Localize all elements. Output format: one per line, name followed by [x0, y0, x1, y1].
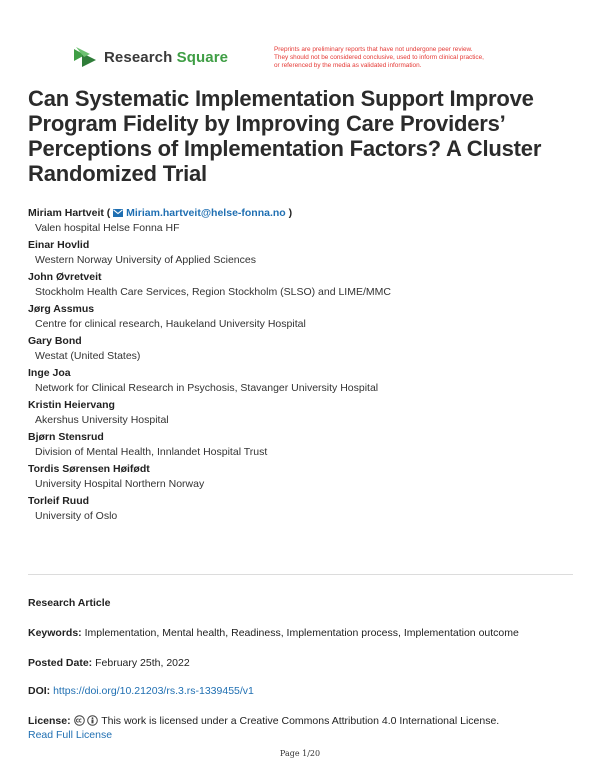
posted-date	[28, 656, 578, 670]
author-affiliation: University of Oslo	[35, 510, 118, 522]
author-affiliation: Valen hospital Helse Fonna HF	[35, 222, 180, 234]
author-name: Einar Hovlid	[28, 239, 90, 251]
author-name: Inge Joa	[28, 367, 71, 379]
author-name: John Øvretveit	[28, 271, 102, 283]
author-name: Gary Bond	[28, 335, 82, 347]
doi-label: DOI:	[28, 685, 51, 697]
article-type: Research Article	[28, 597, 111, 609]
doi	[28, 684, 578, 698]
keywords	[28, 626, 578, 640]
author-name: Bjørn Stensrud	[28, 431, 104, 443]
author-affiliation: Division of Mental Health, Innlandet Hospital Trust	[35, 446, 268, 458]
author-affiliation: Western Norway University of Applied Sciences	[35, 254, 256, 266]
paper-title: Can Systematic Implementation Support Improve Program Fidelity by Improving Care Providers’ Perceptions of Implementation Factors? A Cluster Randomized Trial	[28, 86, 542, 186]
author-email-link[interactable]: Miriam.hartveit@helse-fonna.no	[126, 207, 286, 219]
author-affiliation: Stockholm Health Care Services, Region Stockholm (SLSO) and LIME/MMC	[35, 286, 391, 298]
author-name: Torleif Ruud	[28, 495, 90, 507]
brand-name: Research Square	[104, 48, 229, 66]
research-square-logo-icon	[72, 46, 98, 68]
author-affiliation: University Hospital Northern Norway	[35, 478, 205, 490]
author-name: Jørg Assmus	[28, 303, 95, 315]
license	[28, 714, 578, 742]
header	[72, 46, 552, 76]
section-divider	[28, 574, 573, 575]
author-affiliation: Network for Clinical Research in Psychosis, Stavanger University Hospital	[35, 382, 379, 394]
read-full-license-link[interactable]: Read Full License	[28, 729, 113, 741]
author-list	[28, 206, 573, 526]
attribution-icon	[87, 715, 98, 726]
posted-date-label: Posted Date:	[28, 657, 93, 669]
keywords-value: Implementation, Mental health, Readiness, Implementation process, Implementation outcome	[84, 627, 519, 639]
license-label: License:	[28, 715, 71, 727]
preprint-disclaimer: Preprints are preliminary reports that have not undergone peer review. They should not be considered conclusive, used to inform clinical practice, or referenced by the media as validated information.	[274, 46, 484, 69]
author-affiliation: Westat (United States)	[35, 350, 141, 362]
license-text: This work is licensed under a Creative Commons Attribution 4.0 International License.	[101, 715, 500, 727]
posted-date-value: February 25th, 2022	[95, 657, 190, 669]
research-square-logo[interactable]	[72, 46, 228, 68]
mail-icon	[113, 209, 123, 217]
author-affiliation: Centre for clinical research, Haukeland University Hospital	[35, 318, 306, 330]
creative-commons-icon	[74, 715, 85, 726]
page-number: Page 1/20	[279, 749, 321, 758]
author-name: Miriam Hartveit ( Miriam.hartveit@helse-fonna.no )	[28, 207, 293, 219]
author-name: Kristin Heiervang	[28, 399, 115, 411]
keywords-label: Keywords:	[28, 627, 82, 639]
doi-link[interactable]: https://doi.org/10.21203/rs.3.rs-1339455/v1	[53, 685, 254, 697]
author-name: Tordis Sørensen Høifødt	[28, 463, 150, 475]
author-affiliation: Akershus University Hospital	[35, 414, 169, 426]
